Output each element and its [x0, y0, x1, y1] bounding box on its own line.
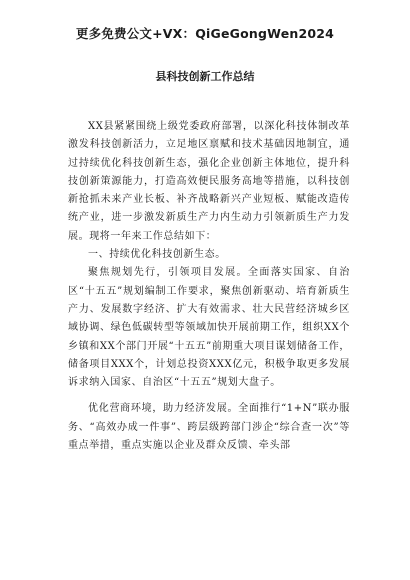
paragraph-planning: 聚焦规划先行，引领项目发展。全面落实国家、自治区“十五五”规划编制工作要求，聚焦创新驱动、培育新质生产力、发展数字经济、扩大有效需求、壮大民营经济城乡区域协调、绿色低碳转型等领域加快开展前期工作，组织XX个乡镇和XX个部门开展“十五五”前期重大项目谋划储备工作，储备项目XXX个，计划总投资XXX亿元，积极争取更多发展诉求纳入国家、自治区“十五五”规划大盘子。 — [68, 267, 350, 389]
promo-header: 更多免费公文+VX：QiGeGongWen2024 — [75, 26, 335, 41]
paragraph-business-environment: 优化营商环境，助力经济发展。全面推行“1+N”联办服务、“高效办成一件事”、跨层级跨部门涉企“综合查一次”等重点举措，重点实施以企业及群众反馈、牵头部 — [68, 403, 350, 452]
paragraph-intro: XX县紧紧围绕上级党委政府部署，以深化科技体制改革激发科技创新活力，立足地区禀赋和技术基础因地制宜，通过持续优化科技创新生态，强化企业创新主体地位，提升科技创新策源能力，打造高效便民服务高地等措施，以科技创新抢抓未来产业长板、补齐战略新兴产业短板、赋能改造传统产业，进一步激发新质生产力内生动力引领新质生产力发展。现将一年来工作总结如下： — [68, 121, 350, 242]
document-body — [68, 118, 350, 455]
document-title: 县科技创新工作总结 — [155, 70, 255, 83]
section-heading-1: 一、持续优化科技创新生态。 — [88, 249, 226, 261]
